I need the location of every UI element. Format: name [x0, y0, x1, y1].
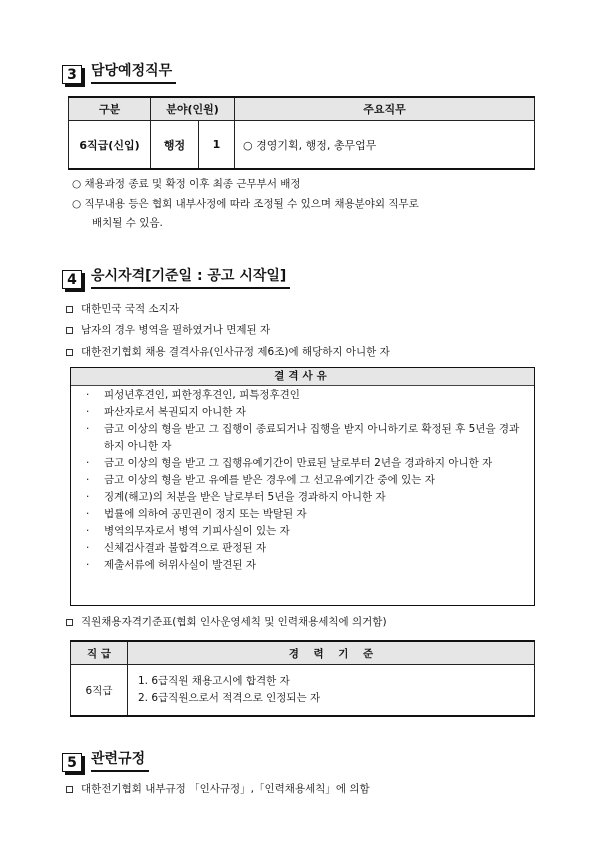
reason-text: 신체검사결과 불합격으로 판정된 자: [104, 542, 267, 554]
list-item: · 파산자로서 복권되지 아니한 자: [86, 406, 246, 418]
cell-grade: 6직급: [71, 665, 128, 717]
square-bullet-icon: [66, 327, 73, 334]
square-bullet-icon: [66, 786, 73, 793]
reason-text: 피성년후견인, 피한정후견인, 피특정후견인: [104, 389, 300, 401]
section-title: 응시자격[기준일 : 공고 시작일]: [91, 267, 290, 289]
cell-criteria: [128, 665, 535, 717]
list-item: · 금고 이상의 형을 받고 그 집행유예기간이 만료된 날로부터 2년을 경과하지 아니한 자: [86, 457, 493, 469]
header-category: 구분: [69, 97, 151, 121]
section-number: 3: [62, 65, 82, 84]
bullet-item: [66, 781, 370, 798]
square-bullet-icon: [66, 349, 73, 356]
reason-text: 제출서류에 허위사실이 발견된 자: [104, 559, 257, 571]
bullet-text: 대한민국 국적 소지자: [81, 303, 179, 315]
section-number: 4: [62, 270, 82, 289]
reason-text: 금고 이상의 형을 받고 그 집행이 종료되거나 집행을 받지 아니하기로 확정된 후 5년을 경과하지 아니한 자: [104, 423, 520, 452]
header-grade: 직 급: [71, 641, 128, 665]
note-2: ○ 직무내용 등은 협회 내부사정에 따라 조정될 수 있으며 채용분야외 직무로: [72, 198, 419, 210]
table-row: [69, 121, 535, 170]
bullet-text: 남자의 경우 병역을 필하였거나 면제된 자: [81, 324, 271, 336]
list-item: · 피성년후견인, 피한정후견인, 피특정후견인: [86, 389, 300, 401]
disqualification-box: [70, 367, 535, 606]
reason-text: 금고 이상의 형을 받고 유예를 받은 경우에 그 선고유예기간 중에 있는 자: [104, 474, 435, 486]
square-bullet-icon: [66, 619, 73, 626]
disqualification-title: 결격사유: [71, 368, 534, 386]
section-5-header: [62, 750, 149, 772]
cell-count: 1: [199, 121, 235, 170]
cell-field: 행정: [151, 121, 199, 170]
reason-text: 법률에 의하여 공민권이 정지 또는 박탈된 자: [104, 508, 307, 520]
cell-grade: 6직급(신입): [69, 121, 151, 170]
bullet-text: 대한전기협회 채용 결격사유(인사규정 제6조)에 해당하지 아니한 자: [81, 346, 390, 358]
bullet-text: 직원채용자격기준표(협회 인사운영세칙 및 인력채용세칙에 의거함): [81, 616, 387, 628]
note-1: ○ 채용과정 종료 및 확정 이후 최종 근무부서 배정: [72, 178, 301, 190]
section-3-header: [62, 62, 176, 84]
section-4-header: [62, 267, 290, 289]
reason-text: 파산자로서 복권되지 아니한 자: [104, 406, 246, 418]
criteria-1: 1. 6급직원 채용고시에 합격한 자: [138, 675, 290, 687]
header-criteria: 경 력 기 준: [128, 641, 535, 665]
table-header-row: [69, 97, 535, 121]
table-header-row: [71, 641, 535, 665]
list-item: · 징계(해고)의 처분을 받은 날로부터 5년을 경과하지 아니한 자: [86, 491, 386, 503]
bullet-item: [66, 614, 387, 631]
career-criteria-table: [70, 640, 535, 717]
reason-text: 병역의무자로서 병역 기피사실이 있는 자: [104, 525, 290, 537]
section-title: 관련규정: [91, 750, 149, 772]
bullet-item: [66, 322, 270, 339]
section-number: 5: [62, 753, 82, 772]
list-item: · 병역의무자로서 병역 기피사실이 있는 자: [86, 525, 290, 537]
table-row: [71, 665, 535, 717]
list-item: · 법률에 의하여 공민권이 정지 또는 박탈된 자: [86, 508, 307, 520]
header-field: 분야(인원): [151, 97, 235, 121]
note-2-cont: 배치될 수 있음.: [92, 217, 163, 229]
disqualification-list: [71, 386, 534, 574]
list-item: · 금고 이상의 형을 받고 유예를 받은 경우에 그 선고유예기간 중에 있는 자: [86, 474, 435, 486]
duties-table: [68, 96, 535, 170]
square-bullet-icon: [66, 306, 73, 313]
section-title: 담당예정직무: [91, 62, 176, 84]
bullet-text: 대한전기협회 내부규정 「인사규정」,「인력채용세칙」에 의함: [81, 783, 370, 795]
list-item: · 제출서류에 허위사실이 발견된 자: [86, 559, 257, 571]
list-item: · 신체검사결과 불합격으로 판정된 자: [86, 542, 267, 554]
reason-text: 금고 이상의 형을 받고 그 집행유예기간이 만료된 날로부터 2년을 경과하지 아니한 자: [104, 457, 493, 469]
bullet-item: [66, 344, 390, 361]
reason-text: 징계(해고)의 처분을 받은 날로부터 5년을 경과하지 아니한 자: [104, 491, 386, 503]
cell-duties: ○ 경영기획, 행정, 총무업무: [235, 121, 535, 170]
criteria-2: 2. 6급직원으로서 적격으로 인정되는 자: [138, 692, 321, 704]
bullet-item: [66, 301, 179, 318]
list-item: · 금고 이상의 형을 받고 그 집행이 종료되거나 집행을 받지 아니하기로 확정된 후 5년을 경과하지 아니한 자: [86, 423, 520, 452]
header-duties: 주요직무: [235, 97, 535, 121]
